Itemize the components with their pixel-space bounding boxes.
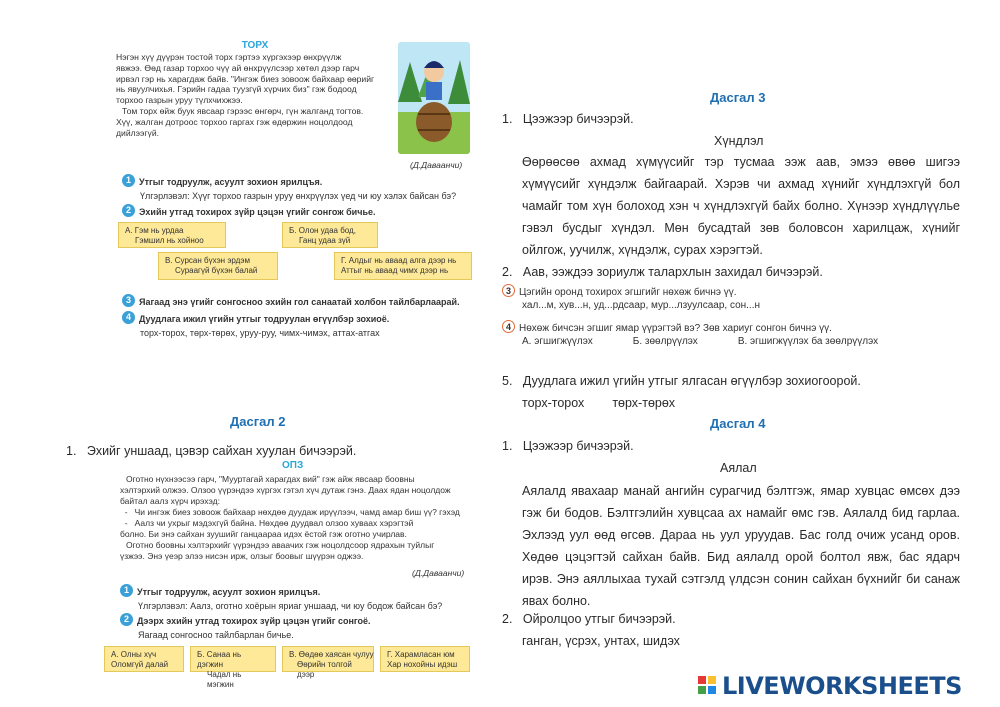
option-v[interactable]: В. эгшигжүүлэх ба зөөлрүүлэх — [737, 336, 879, 347]
proverb-box-v[interactable] — [282, 646, 374, 679]
opz-q2 — [120, 611, 480, 641]
box-line: Гэмшил нь хойноо — [135, 236, 204, 245]
number-badge: 4 — [502, 320, 515, 333]
answer-options — [502, 336, 962, 348]
text-line: болно. Би энэ сайхан зуушийг ганцаараа идэх ёстой гэж оготно учирлав. — [120, 529, 407, 539]
number-badge: 2 — [120, 613, 133, 626]
dasgal-4-heading: Дасгал 4 — [710, 416, 766, 431]
number-badge: 4 — [122, 311, 135, 324]
text-line: Том торх өйж буук явсаар гэрээс өнгөрч, гүн жалганд тогтов. — [122, 105, 364, 116]
box-line: В. Сурсан бүхэн эрдэм — [165, 256, 250, 265]
torkh-paragraph — [116, 52, 401, 138]
dasgal-3-paragraph: Өөрөөсөө ахмад хүмүүсийг тэр тусмаа ээж аав, эмээ өвөө шигээ хүмүүсийг хүндэлж байгаарай. Хэрэв чи ахмад хүнийг хүндлэхгүй бол чамайг том хүн болоход хэн ч хүндлэхгүй байх болно. Хүнээр хүндлүүлье гэвэл бусдыг хүндэл. Мөн бусадтай зөв боловсон харилцаж, хүнийг ойлгож, уучилж, хүндэлж, сурах хэрэгтэй. — [522, 155, 960, 257]
proverb-box-b[interactable] — [190, 646, 276, 689]
torkh-q3 — [122, 292, 492, 310]
question-title: Цэгийн оронд тохирох эгшгийг нөхөж бичнэ үү. — [519, 287, 737, 298]
opz-author: (Д.Даваанчи) — [412, 568, 465, 578]
dasgal-3-q3 — [502, 282, 962, 312]
number-badge: 1 — [122, 174, 135, 187]
box-line: Оломгүй далай — [111, 660, 169, 669]
torkh-q1 — [122, 172, 482, 202]
text-line: байтал аалз хүрч ирэхэд: — [120, 496, 220, 506]
torkh-q4 — [122, 309, 492, 339]
torkh-q2 — [122, 202, 482, 220]
question-title: Нөхөж бичсэн эгшиг ямар үүрэгтэй вэ? Зөв хариуг сонгон бичнэ үү. — [519, 323, 832, 334]
box-line: Сураагүй бүхэн балай — [175, 266, 258, 275]
text-line: дийлээгүй. — [116, 127, 160, 138]
box-line: Хар нохойны идэш — [387, 660, 458, 669]
text-line: Оготно нүхнээсээ гарч, "Мууртагай харагдах вий" гэж айж явсаар боовны — [126, 474, 415, 484]
dasgal-4-item-1: 1. Цээжээр бичээрэй. — [502, 439, 634, 453]
text-line: торхоо газрын уруу түлхчихжээ. — [116, 95, 243, 106]
dasgal-2-item-1: 1. Эхийг уншаад, цэвэр сайхан хуулан бичээрэй. — [66, 444, 357, 458]
question-title: Дээрх эхийн утгад тохирох зүйр цэцэн үгийг сонгоё. — [137, 616, 371, 626]
box-line: В. Өөдөө хаясан чулуу — [289, 650, 374, 659]
text-line: үзжээ. Энэ үеэр элээ нисэн ирж, олзыг боовыг шүүрэн оджээ. — [120, 551, 364, 561]
logo-mark-icon — [698, 674, 718, 698]
text-line: - Аалз чи ухрыг мэдэхгүй байна. Нөхдөө дуудвал олзоо хуваах хэрэгтэй — [120, 518, 414, 528]
dasgal-3-item-5-words — [522, 396, 675, 410]
question-title: Яагаад энэ үгийг сонгосноо эхийн гол санаатай холбон тайлбарлаарай. — [139, 297, 460, 307]
box-line: Б. Санаа нь дэгжин — [197, 650, 242, 669]
liveworksheets-logo — [698, 672, 962, 700]
box-line: Б. Олон удаа бод, — [289, 226, 356, 235]
text-line: явжээ. Өөд газар торхоо чүү ай өнхрүүлсээр хөтөл дээр гарч — [116, 62, 360, 73]
dasgal-4-item-2-words: ганган, үсрэх, унтах, шидэх — [522, 634, 680, 648]
number-badge: 2 — [122, 204, 135, 217]
question-text: торх-торох, төрх-төрөх, уруу-руу, чимх-чимэх, аттах-атгах — [140, 328, 380, 338]
dasgal-3-text-title: Хүндлэл — [714, 134, 764, 148]
box-line: А. Олны хүч — [111, 650, 157, 659]
number-badge: 3 — [122, 294, 135, 307]
option-a[interactable]: А. эгшигжүүлэх — [522, 336, 593, 347]
boy-barrel-illustration — [398, 42, 470, 154]
proverb-box-v[interactable] — [158, 252, 278, 280]
question-title: Утгыг тодруулж, асуулт зохион ярилцъя. — [139, 177, 323, 187]
question-title: Дуудлага ижил үгийн утгыг тодруулан өгүүлбэр зохиоё. — [139, 314, 390, 324]
dasgal-4-item-2: 2. Ойролцоо утгыг бичээрэй. — [502, 612, 676, 626]
word-pair: төрх-төрөх — [612, 396, 676, 410]
dasgal-4-paragraph: Аялалд явахаар манай ангийн сурагчид бэлтгэж, ямар хувцас өмсөх дээ гэж би бодов. Бэлтгэлийн хувцсаа ах намайг өмс гэв. Аялалд бид гарлаа. Эхлээд уул өөд өгсөв. Дараа нь уул уруудав. Бас голд очиж усанд оров. Хөдөө цэцэгтэй сайхан байв. Бид аялалд орой болтол явж, бас ядарч ирэв. Энэ аяллыхаа тухай сэтгэлд үлдсэн сонин сайхан бүхнийг би санаж явах болно. — [522, 484, 960, 608]
proverb-box-g[interactable] — [380, 646, 470, 672]
question-text: хал...м, хув...н, уд...рдсаар, мур...лзуулсаар, сон...н — [522, 300, 761, 311]
question-title: Эхийн утгад тохирох зүйр цэцэн үгийг сонгож бичье. — [139, 207, 376, 217]
box-line: Өөрийн толгой дээр — [297, 660, 352, 679]
dasgal-3-heading: Дасгал 3 — [710, 90, 766, 105]
text-line: - Чи ингэж биез зовоож байхаар нөхдөө дуудаж ирүүлээч, чамд амар биш үү? гэхэд — [120, 507, 460, 517]
text-line: Оготно боовны хэлтэрхийг үүрэндээ аваачих гэж ноцолдсоор ядрахын туйлыг — [126, 540, 435, 550]
dasgal-3-item-2: 2. Аав, ээждээ зориулж талархлын захидал бичээрэй. — [502, 265, 823, 279]
torkh-author: (Д.Даваанчи) — [410, 160, 463, 170]
text-line: хэлтэрхий олжээ. Олзоо үүрэндээ хүргэх гэтэл хүч дутаж гэнэ. Даах ядан ноцолдож — [120, 485, 451, 495]
number-badge: 1 — [120, 584, 133, 597]
option-b[interactable]: Б. зөөлрүүлэх — [632, 336, 698, 347]
box-line: Аттыг нь аваад чимх дээр нь — [341, 266, 449, 275]
number-badge: 3 — [502, 284, 515, 297]
text-line: Хүү, жалган дотроос торхоо гаргах гэж өдөржин ноцолдоод — [116, 116, 353, 127]
dasgal-2-heading: Дасгал 2 — [230, 414, 286, 429]
question-text: Яагаад сонгосноо тайлбарлан бичье. — [138, 630, 294, 640]
proverb-box-b[interactable] — [282, 222, 378, 248]
proverb-box-g[interactable] — [334, 252, 472, 280]
text-line: ирвэл гэр нь харагдаж байв. "Ингэж биез зовоож байхаар өөрийг — [116, 73, 375, 84]
box-line: Ганц удаа зүй — [299, 236, 351, 245]
proverb-box-a[interactable] — [118, 222, 226, 248]
dasgal-3-item-1: 1. Цээжээр бичээрэй. — [502, 112, 634, 126]
box-line: Чадал нь мэгжин — [207, 670, 242, 689]
word-pair: торх-торох — [522, 396, 585, 410]
opz-title: ОПЗ — [282, 460, 304, 471]
proverb-box-a[interactable] — [104, 646, 184, 672]
dasgal-3-q4 — [502, 318, 962, 348]
dasgal-3-item-5: 5. Дуудлага ижил үгийн утгыг ялгасан өгүүлбэр зохиогоорой. — [502, 374, 861, 388]
question-title: Утгыг тодруулж, асуулт зохион ярилцъя. — [137, 587, 321, 597]
torkh-title: ТОРХ — [241, 40, 269, 51]
opz-q1 — [120, 582, 480, 612]
logo-text: LIVEWORKSHEETS — [722, 672, 962, 700]
text-line: нь явуулчихья. Гэрийн гадаа туузгүй хүрчих биз" гэж бодоод — [116, 84, 357, 95]
question-text: Үлгэрлэвэл: Аалз, оготно хоёрын яриаг уншаад, чи юу бодож байсан бэ? — [138, 601, 443, 611]
text-line: Нэгэн хүү дүүрэн тостой торх гэртээ хүргэхээр өнхрүүлж — [116, 52, 342, 62]
opz-paragraph — [120, 474, 480, 562]
box-line: Г. Харамласан юм — [387, 650, 455, 659]
question-text: Үлгэрлэвэл: Хүүг торхоо газрын уруу өнхрүүлэх үед чи юу хэлэх байсан бэ? — [140, 191, 457, 201]
box-line: А. Гэм нь урдаа — [125, 226, 184, 235]
box-line: Г. Алдыг нь аваад алга дээр нь — [341, 256, 457, 265]
dasgal-4-text-title: Аялал — [720, 461, 757, 475]
